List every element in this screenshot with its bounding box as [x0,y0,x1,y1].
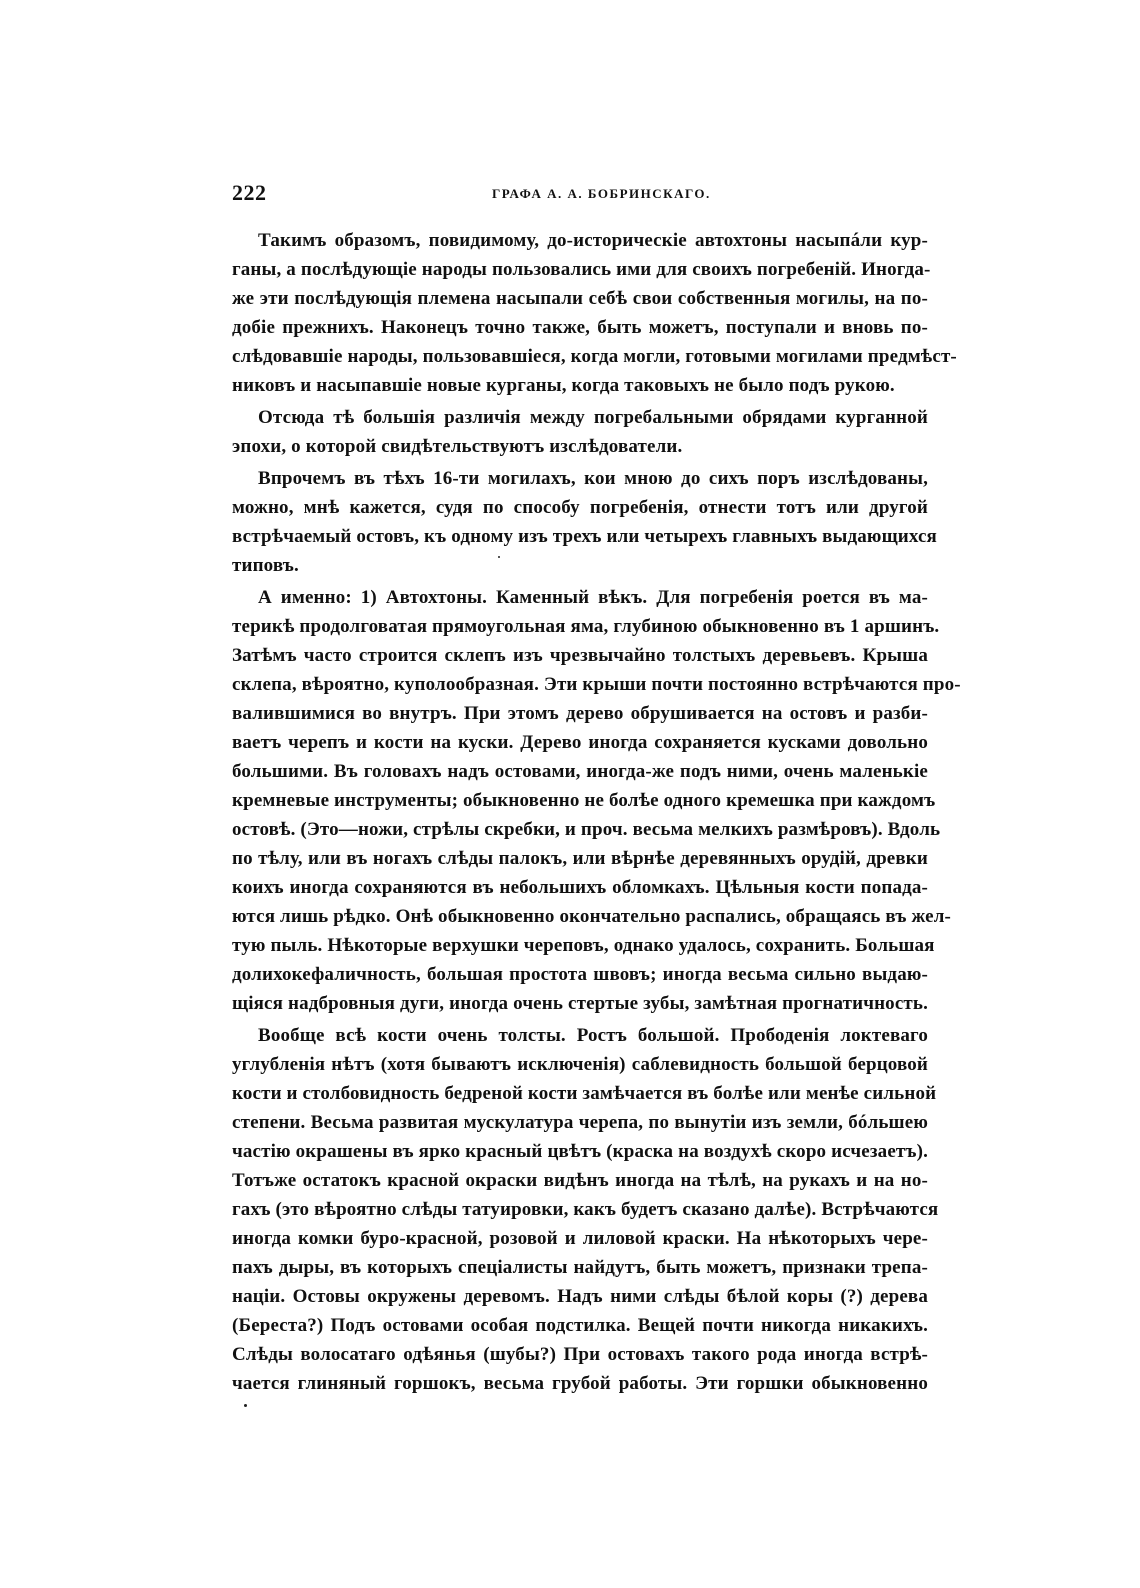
text-line: кости и столбовидность бедреной кости замѣчается въ болѣе или менѣе сильной [232,1083,937,1104]
text-line: частію окрашены въ ярко красный цвѣтъ (краска на воздухѣ скоро исчезаетъ). [232,1141,928,1162]
running-head: ГРАФА А. А. БОБРИНСКАГО. [492,186,711,201]
text-line: долихокефаличность, большая простота швовъ; иногда весьма сильно выдаю- [232,964,928,985]
text-line: Слѣды волосатаго одѣянья (шубы?) При остовахъ такого рода иногда встрѣ- [232,1344,928,1365]
text-line: склепа, вѣроятно, куполообразная. Эти крыши почти постоянно встрѣчаются про- [232,674,961,695]
page-number: 222 [232,180,267,205]
text-line: эпохи, о которой свидѣтельствуютъ изслѣдователи. [232,436,683,457]
text-line: пахъ дыры, въ которыхъ спеціалисты найдутъ, быть можетъ, признаки трепа- [232,1257,928,1278]
text-line: (Береста?) Подъ остовами особая подстилка. Вещей почти никогда никакихъ. [232,1315,928,1336]
text-line: Тотъже остатокъ красной окраски видѣнъ иногда на тѣлѣ, на рукахъ и на но- [232,1170,928,1191]
page-header [232,180,928,216]
body-text [232,226,961,1398]
text-line: типовъ. [232,555,299,576]
text-line: А именно: 1) Автохтоны. Каменный вѣкъ. Для погребенія роется въ ма- [258,587,928,608]
text-line: терикѣ продолговатая прямоугольная яма, глубиною обыкновенно въ 1 аршинъ. [232,616,940,637]
paragraph-5 [232,1021,939,1398]
text-line: коихъ иногда сохраняются въ небольшихъ обломкахъ. Цѣльныя кости попада- [232,877,928,898]
text-line: Вообще всѣ кости очень толсты. Ростъ большой. Прободенія локтеваго [258,1025,928,1046]
text-line: націи. Остовы окружены деревомъ. Надъ ними слѣды бѣлой коры (?) дерева [232,1286,928,1307]
text-line: углубленія нѣтъ (хотя бываютъ исключенія) саблевидность большой берцовой [232,1054,928,1075]
text-line: ваетъ черепъ и кости на куски. Дерево иногда сохраняется кусками довольно [232,732,928,753]
ink-speck [498,556,500,558]
text-line: остовѣ. (Это—ножи, стрѣлы скребки, и проч. весьма мелкихъ размѣровъ). Вдоль [232,819,941,840]
text-line: встрѣчаемый остовъ, къ одному изъ трехъ или четырехъ главныхъ выдающихся [232,526,937,547]
text-line: кремневые инструменты; обыкновенно не болѣе одного кремешка при каждомъ [232,790,936,811]
text-line: тую пыль. Нѣкоторые верхушки череповъ, однако удалось, сохранить. Большая [232,935,935,956]
text-line: Затѣмъ часто строится склепъ изъ чрезвычайно толстыхъ деревьевъ. Крыша [232,645,928,666]
text-line: никовъ и насыпавшіе новые курганы, когда таковыхъ не было подъ рукою. [232,375,895,396]
paragraph-2 [232,403,928,461]
text-line: валившимися во внутръ. При этомъ дерево обрушивается на остовъ и разби- [232,703,928,724]
text-line: добіе прежнихъ. Наконецъ точно также, быть можетъ, поступали и вновь по- [232,317,928,338]
text-line: чается глиняный горшокъ, весьма грубой работы. Эти горшки обыкновенно [232,1373,928,1394]
ink-speck [244,1404,247,1407]
text-line: Такимъ образомъ, повидимому, до-историческіе автохтоны насыпáли кур- [258,230,928,251]
text-line: иногда комки буро-красной, розовой и лиловой краски. На нѣкоторыхъ чере- [232,1228,928,1249]
text-line: ганы, а послѣдующіе народы пользовались ими для своихъ погребеній. Иногда- [232,259,931,280]
paragraph-3 [232,464,937,580]
text-line: гахъ (это вѣроятно слѣды татуировки, какъ будетъ сказано далѣе). Встрѣчаются [232,1199,939,1220]
paragraph-4 [232,583,961,1018]
text-line: ются лишь рѣдко. Онѣ обыкновенно окончательно распались, обращаясь въ жел- [232,906,952,927]
text-line: степени. Весьма развитая мускулатура черепа, по вынутіи изъ земли, бóльшею [232,1112,928,1133]
text-line: по тѣлу, или въ ногахъ слѣды палокъ, или вѣрнѣе деревянныхъ орудій, древки [232,848,928,869]
text-line: Впрочемъ въ тѣхъ 16-ти могилахъ, кои мною до сихъ поръ изслѣдованы, [258,468,928,489]
paragraph-1 [232,226,957,400]
text-line: можно, мнѣ кажется, судя по способу погребенія, отнести тотъ или другой [232,497,928,518]
text-line: щіяся надбровныя дуги, иногда очень стертые зубы, замѣтная прогнатичность. [232,993,928,1014]
text-line: же эти послѣдующія племена насыпали себѣ свои собственныя могилы, на по- [232,288,928,309]
text-line: слѣдовавшіе народы, пользовавшіеся, когда могли, готовыми могилами предмѣст- [232,346,957,367]
text-line: большими. Въ головахъ надъ остовами, иногда-же подъ ними, очень маленькіе [232,761,928,782]
text-line: Отсюда тѣ большія различія между погребальными обрядами курганной [258,407,928,428]
